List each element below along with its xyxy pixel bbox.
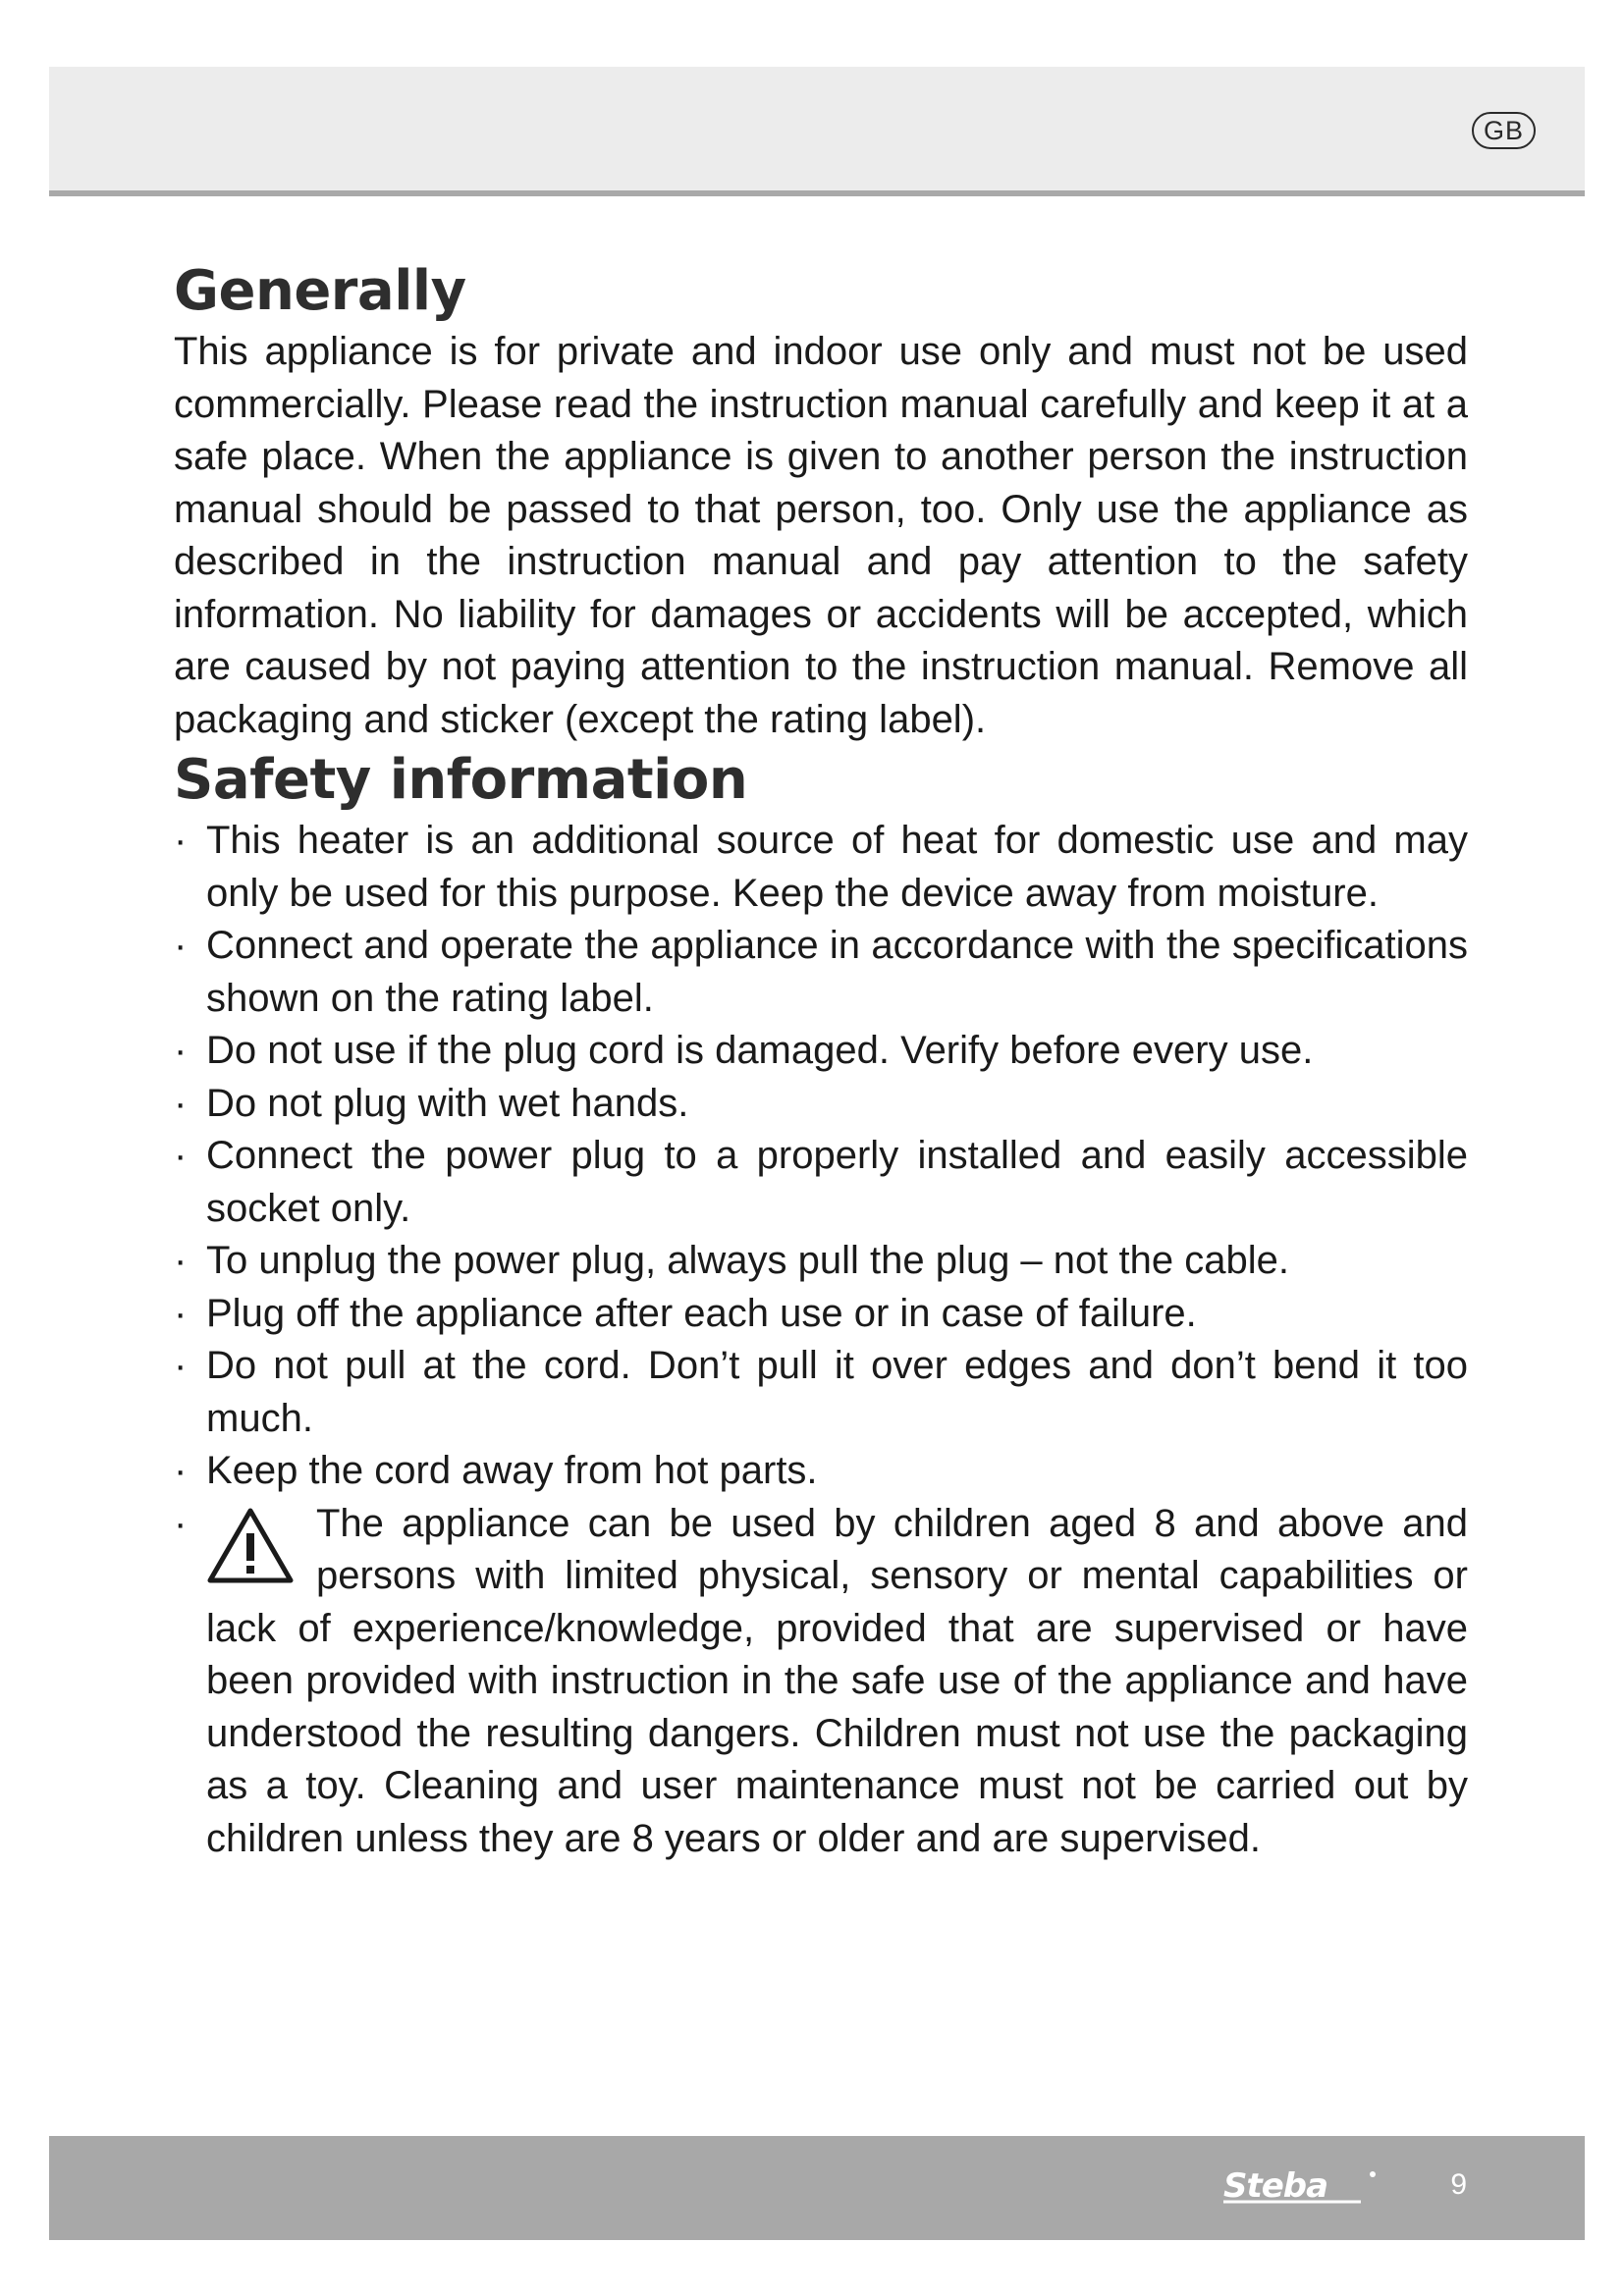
safety-item (174, 1025, 1468, 1078)
language-badge: GB (1472, 112, 1536, 149)
svg-text:Steba: Steba (1223, 2166, 1328, 2206)
warning-triangle-icon (206, 1506, 295, 1584)
bullet-dot: · (174, 1081, 188, 1125)
header-bar (49, 67, 1585, 196)
bullet-dot: · (174, 1239, 188, 1282)
bullet-dot: · (174, 819, 188, 862)
safety-item-text: The appliance can be used by children aged 8 and above and persons with limited physical, sensory or mental capabilities or lack of experience/knowledge, provided that are supervised or have been provided with instruction in the safe use of the appliance and have understood the resulting dangers. Children must not use the packaging as a toy. Cleaning and user maintenance must not be carried out by children unless they are 8 years or older and are supervised. (206, 1501, 1468, 1860)
safety-item (174, 1340, 1468, 1445)
bullet-dot: · (174, 1134, 188, 1177)
safety-item-text: Connect the power plug to a properly installed and easily accessible socket only. (206, 1134, 1468, 1230)
safety-item-text: Keep the cord away from hot parts. (206, 1449, 818, 1492)
bullet-dot: · (174, 1291, 188, 1335)
safety-item (174, 1235, 1468, 1288)
generally-paragraph: This appliance is for private and indoor use only and must not be used commercially. Please read the instruction manual carefully and keep it at a safe place. When the appliance is given to another person the instruction manual should be passed to that person, too. Only use the appliance as described in the instruction manual and pay attention to the safety information. No liability for damages or accidents will be accepted, which are caused by not paying attention to the instruction manual. Remove all packaging and sticker (except the rating label). (174, 330, 1468, 741)
bullet-dot: · (174, 1449, 188, 1492)
bullet-dot: · (174, 924, 188, 967)
footer-bar (49, 2136, 1585, 2240)
safety-item-warning (174, 1498, 1468, 1866)
safety-item-text: Plug off the appliance after each use or in case of failure. (206, 1291, 1197, 1335)
safety-item-text: To unplug the power plug, always pull the plug – not the cable. (206, 1239, 1289, 1282)
safety-item (174, 920, 1468, 1025)
safety-item (174, 815, 1468, 920)
page-content (174, 257, 1468, 1865)
safety-item (174, 1445, 1468, 1498)
bullet-dot: · (174, 1029, 188, 1072)
generally-heading: Generally (174, 259, 466, 323)
safety-item-text: This heater is an additional source of heat for domestic use and may only be used for this purpose. Keep the device away from moisture. (206, 819, 1468, 915)
page-number: 9 (1450, 2168, 1467, 2201)
safety-item (174, 1288, 1468, 1341)
safety-heading: Safety information (174, 748, 748, 812)
safety-item-text: Do not pull at the cord. Don’t pull it over edges and don’t bend it too much. (206, 1344, 1468, 1440)
safety-list (174, 815, 1468, 1865)
safety-item (174, 1078, 1468, 1131)
bullet-dot: · (174, 1501, 188, 1545)
safety-item-text: Do not use if the plug cord is damaged. Verify before every use. (206, 1029, 1314, 1072)
bullet-dot: · (174, 1344, 188, 1387)
safety-item (174, 1130, 1468, 1235)
steba-logo (1223, 2165, 1390, 2211)
safety-item-text: Connect and operate the appliance in accordance with the specifications shown on the rating label. (206, 924, 1468, 1020)
safety-item-text: Do not plug with wet hands. (206, 1081, 689, 1125)
